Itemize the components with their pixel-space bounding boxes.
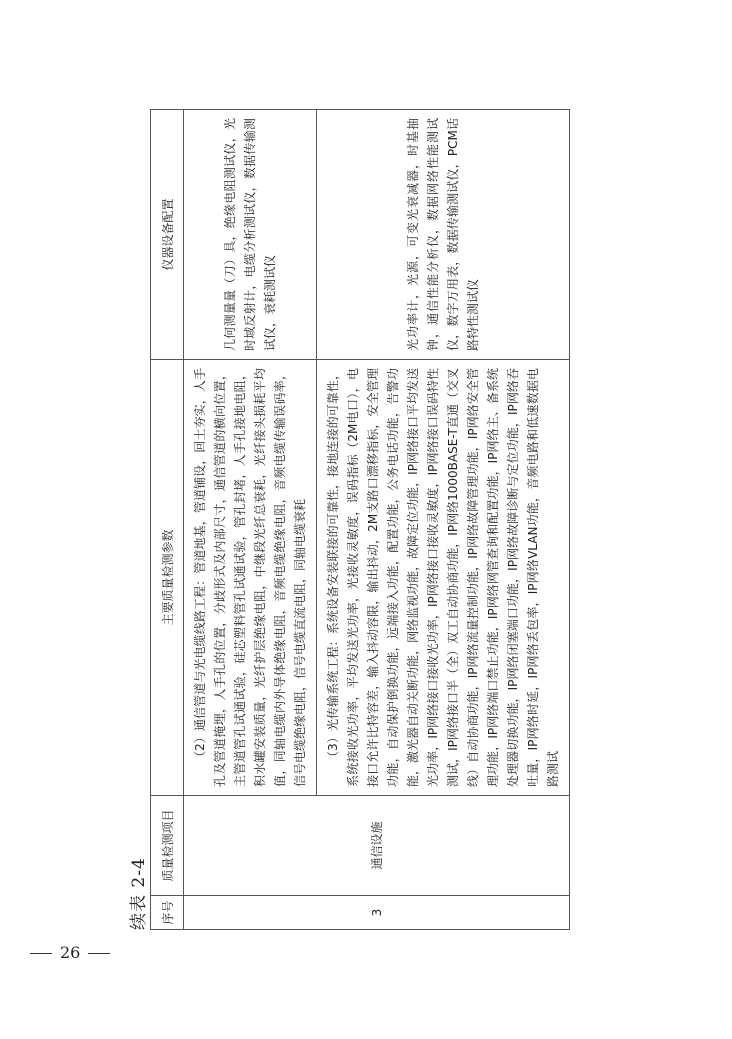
params-text-2: （3）光传输系统工程：系统设备安装联接的可靠性，接地连接的可靠性，系统接收光功率，平均发送光功率，光接收灵敏度，误码指标（2M电口），电接口允许比特容差，输入抖动容限，输出抖动，2M支路口漂移指标，安全管理功能，自动保护倒换功能，远端接入功能，配置功能，公务电话功能，告警功能，激光器自动关断功能，网络监视功能，故障定位功能，IP网络接口平均发送光功率，IP网络接口接收光功率，IP网络接口接收灵敏度，IP网络接口误码特性测试，IP网络接口半（全）双工自动协商功能，IP网络1000BASE-T直通（交叉线）自动协商功能，IP网络流量控制功能，IP网络故障管理功能，IP网络安全管理功能，IP网络端口禁止功能，IP网络网管查询和配置功能，IP网络主、备系统处理器切换功能，IP网络闭塞端口功能，IP网络故障诊断与定位功能，IP网络吞吐量，IP网络时延，IP网络丢包率，IP网络VLAN功能，音频电路和低速数据电路测试 (326, 368, 560, 787)
params-cell-2 (317, 360, 570, 796)
row-seq: 3 (184, 896, 570, 930)
page-number-text: 26 (60, 943, 81, 962)
header-item: 质量检测项目 (151, 796, 184, 896)
equipment-text-2: 光功率计，光源，可变光衰减器，时基抽钟，通信性能分析仪，数据网络性能测试仪，数字万用表，数据传输测试仪，PCM话路特性测试仪 (406, 118, 480, 351)
header-seq: 序号 (151, 896, 184, 930)
page-number (22, 943, 118, 962)
page-number-dash-left (30, 953, 52, 954)
header-params: 主要质量检测参数 (151, 360, 184, 796)
equipment-cell-1 (184, 110, 317, 360)
inspection-table (150, 109, 570, 930)
header-equipment: 仪器设备配置 (151, 110, 184, 360)
table-row (184, 110, 317, 930)
equipment-text-1: 几何测量量（刀）具，绝缘电阻测试仪，光时域反射计，电缆分析测试仪，数据传输测试仪，衰耗测试仪 (223, 118, 277, 351)
page-number-dash-right (88, 953, 110, 954)
row-item: 通信设施 (184, 796, 570, 896)
table-header-row (151, 110, 184, 930)
equipment-cell-2 (317, 110, 570, 360)
table-caption: 续表 2-4 (129, 857, 149, 930)
rotated-page (124, 110, 634, 930)
params-text-1: （2）通信管道与光电缆线路工程：管道地基，管道铺设，回土夯实，人手孔及管道掩埋，人手孔的位置，分歧形式及内部尺寸，通信管道的横向位置，主管道管孔试通试验，硅芯塑料管孔试通试验，管孔封堵，人手孔接地电阻，积水罐安装质量，光纤护层绝缘电阻，中继段光纤总衰耗，光纤接头损耗平均值，同轴电缆内外导体绝缘电阻，音频电缆绝缘电阻，音频电缆传输误码率，信号电缆绝缘电阻，信号电缆直流电阻，同轴电缆衰耗 (193, 368, 307, 787)
params-cell-1 (184, 360, 317, 796)
